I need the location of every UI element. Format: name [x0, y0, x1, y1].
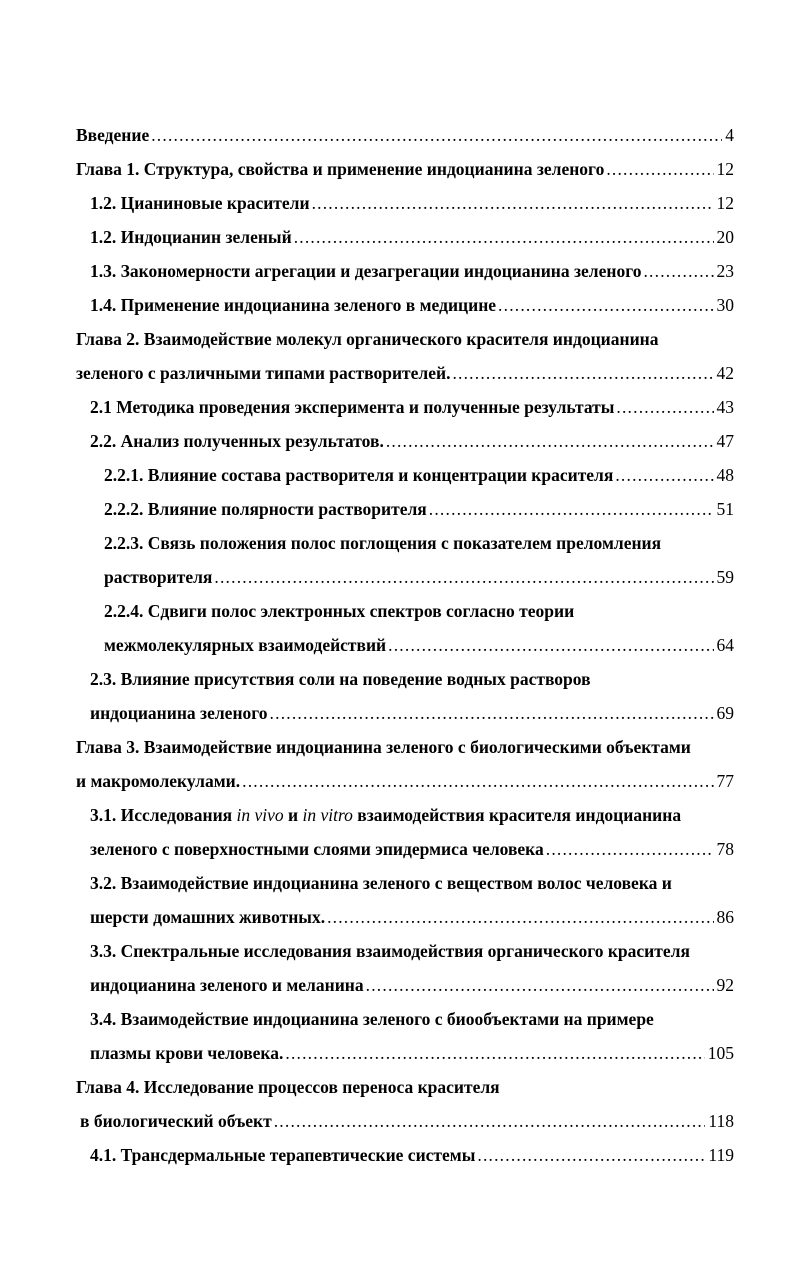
toc-entry [104, 560, 734, 594]
toc-leader-dots [606, 152, 713, 186]
toc-page-number: 86 [716, 907, 734, 927]
toc-leader-dots [294, 220, 714, 254]
toc-page-number: 64 [716, 635, 734, 655]
toc-page-number: 118 [708, 1111, 734, 1131]
toc-entry-italic: in vitro [302, 805, 353, 825]
toc-leader-dots [643, 254, 713, 288]
toc-page-number: 92 [716, 975, 734, 995]
toc-entry-title: 1.4. Применение индоцианина зеленого в медицине [90, 295, 497, 315]
toc-leader-dots [214, 560, 713, 594]
toc-leader-dots [429, 492, 714, 526]
toc-entry-title: шерсти домашних животных. [90, 907, 326, 927]
toc-page-number: 23 [716, 261, 734, 281]
toc-entry-title: и макромолекулами. [76, 771, 241, 791]
toc-page-number: 105 [707, 1043, 734, 1063]
toc-leader-dots [274, 1104, 706, 1138]
toc-entry-title: зеленого с поверхностными слоями эпидермиса человека [90, 839, 544, 859]
toc-entry [90, 696, 734, 730]
toc-entry-title: 3.2. Взаимодействие индоцианина зеленого с веществом волос человека и [90, 873, 672, 893]
toc-leader-dots [498, 288, 713, 322]
toc-entry [104, 628, 734, 662]
toc-entry-title: 4.1. Трансдермальные терапевтические системы [90, 1145, 476, 1165]
toc-leader-dots [242, 764, 713, 798]
toc-page-number: 47 [716, 431, 734, 451]
toc-page-number: 119 [708, 1145, 734, 1165]
toc-page-number: 78 [716, 839, 734, 859]
toc-entry-title [90, 798, 681, 832]
toc-entry [76, 730, 734, 764]
toc-page-number: 30 [716, 295, 734, 315]
toc-entry-title: 1.2. Индоцианин зеленый [90, 227, 292, 247]
toc-entry-title: Глава 2. Взаимодействие молекул органического красителя индоцианина [76, 329, 659, 349]
toc-page-number: 51 [716, 499, 734, 519]
toc-page-number: 48 [716, 465, 734, 485]
toc-entry [76, 764, 734, 798]
toc-entry [90, 1002, 734, 1036]
toc-entry [90, 424, 734, 458]
toc-entry [90, 390, 734, 424]
toc-entry-title: индоцианина зеленого и меланина [90, 975, 364, 995]
toc-entry [90, 220, 734, 254]
toc-entry-title: в биологический объект [80, 1111, 272, 1131]
toc-entry-title: 1.2. Цианиновые красители [90, 193, 310, 213]
toc-entry [104, 526, 734, 560]
toc-leader-dots [452, 356, 713, 390]
toc-page-number: 77 [716, 771, 734, 791]
toc-entry [90, 186, 734, 220]
toc-entry-text: и [283, 805, 303, 825]
toc-entry [90, 798, 734, 832]
toc-leader-dots [312, 186, 714, 220]
toc-leader-dots [270, 696, 714, 730]
toc-leader-dots [151, 118, 722, 152]
toc-entry-text: взаимодействия красителя индоцианина [352, 805, 682, 825]
toc-entry [104, 594, 734, 628]
toc-page-number: 69 [716, 703, 734, 723]
toc-entry-title: 1.3. Закономерности агрегации и дезагрегации индоцианина зеленого [90, 261, 642, 281]
toc-page-number: 59 [716, 567, 734, 587]
toc-entry-title: зеленого с различными типами растворителей. [76, 363, 451, 383]
toc-entry-title: Глава 3. Взаимодействие индоцианина зеленого с биологическими объектами [76, 737, 691, 757]
toc-entry-title: Введение [76, 125, 150, 145]
toc-entry-title: индоцианина зеленого [90, 703, 268, 723]
toc-entry-title: Глава 1. Структура, свойства и применение индоцианина зеленого [76, 159, 605, 179]
toc-entry-title: 2.2.4. Сдвиги полос электронных спектров согласно теории [104, 601, 575, 621]
toc-entry [90, 968, 734, 1002]
toc-leader-dots [327, 900, 713, 934]
toc-entry-title: растворителя [104, 567, 213, 587]
toc-leader-dots [285, 1036, 704, 1070]
toc-entry [90, 900, 734, 934]
toc-entry [90, 662, 734, 696]
toc-entry [90, 1138, 734, 1172]
toc-entry [90, 288, 734, 322]
toc-leader-dots [388, 628, 713, 662]
toc-page-number: 4 [725, 125, 734, 145]
toc-entry [76, 356, 734, 390]
toc-entry-title: межмолекулярных взаимодействий [104, 635, 387, 655]
toc-page-number: 43 [716, 397, 734, 417]
toc-entry [80, 1104, 734, 1138]
toc-entry [90, 832, 734, 866]
toc-entry-italic: in vivo [236, 805, 284, 825]
toc-page-number: 42 [716, 363, 734, 383]
toc-leader-dots [615, 458, 713, 492]
toc-entry-title: 2.2. Анализ полученных результатов. [90, 431, 384, 451]
toc-entry [90, 866, 734, 900]
toc-entry [76, 118, 734, 152]
toc-entry-title: плазмы крови человека. [90, 1043, 284, 1063]
toc-entry-title: 3.4. Взаимодействие индоцианина зеленого с биообъектами на примере [90, 1009, 654, 1029]
toc-entry [76, 322, 734, 356]
toc-page-number: 12 [716, 159, 734, 179]
toc-leader-dots [366, 968, 714, 1002]
toc-entry [76, 1070, 734, 1104]
toc-entry [104, 458, 734, 492]
toc-entry [90, 254, 734, 288]
toc-entry-title: Глава 4. Исследование процессов переноса красителя [76, 1077, 500, 1097]
toc-entry-title: 2.2.1. Влияние состава растворителя и концентрации красителя [104, 465, 614, 485]
toc-page-number: 20 [716, 227, 734, 247]
toc-leader-dots [386, 424, 714, 458]
toc-leader-dots [616, 390, 713, 424]
toc-page-number: 12 [716, 193, 734, 213]
toc-entry [90, 1036, 734, 1070]
toc-leader-dots [546, 832, 714, 866]
toc-entry-title: 2.2.3. Связь положения полос поглощения с показателем преломления [104, 533, 662, 553]
toc-entry-title: 3.3. Спектральные исследования взаимодействия органического красителя [90, 941, 690, 961]
toc-entry [90, 934, 734, 968]
toc-entry-text: 3.1. Исследования [90, 805, 237, 825]
toc-entry-title: 2.3. Влияние присутствия соли на поведение водных растворов [90, 669, 591, 689]
toc-entry [76, 152, 734, 186]
toc-leader-dots [477, 1138, 705, 1172]
toc-entry [104, 492, 734, 526]
toc-entry-title: 2.1 Методика проведения эксперимента и полученные результаты [90, 397, 615, 417]
toc-entry-title: 2.2.2. Влияние полярности растворителя [104, 499, 427, 519]
